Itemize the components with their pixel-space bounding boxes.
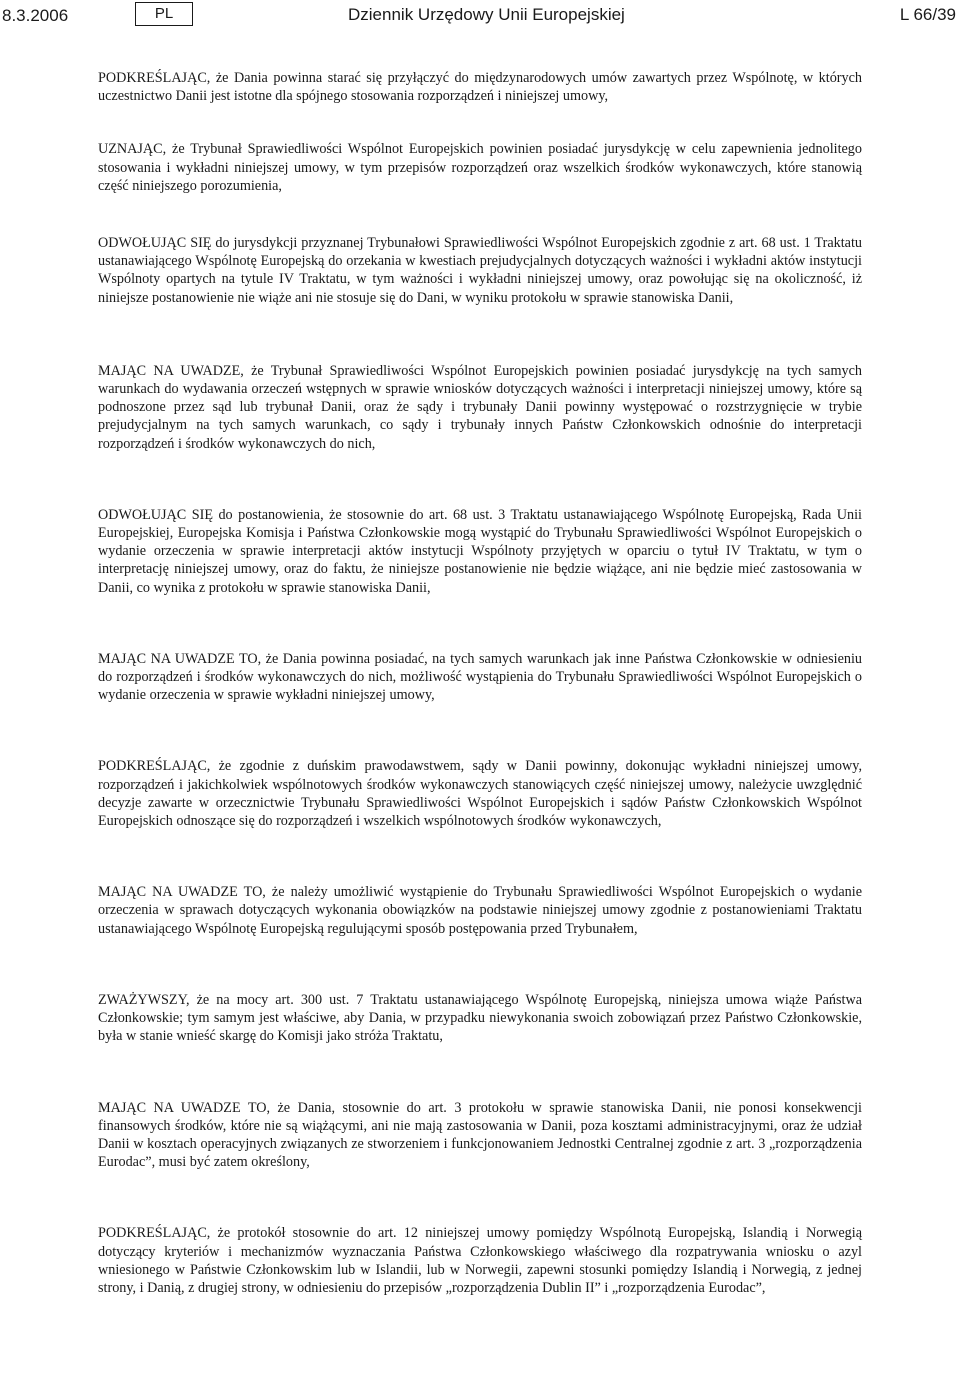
page-header: [0, 0, 960, 40]
recital-paragraph: PODKREŚLAJĄC, że zgodnie z duńskim prawodawstwem, sądy w Danii powinny, dokonując wykładni niniejszej umowy, rozporządzeń i jakichkolwiek wspólnotowych środków wykonawczych stanowiących część niniejszej umowy, należycie uwzględnić decyzje zawarte w orzecznictwie Trybunału Sprawiedliwości Wspólnot Europejskich i sądów Państw Członkowskich Wspólnot Europejskich odnoszące się do rozporządzeń i wszelkich wspólnotowych środków wykonawczych,: [98, 758, 862, 830]
recital-paragraph: UZNAJĄC, że Trybunał Sprawiedliwości Wspólnot Europejskich powinien posiadać jurysdykcję w celu zapewnienia jednolitego stosowania i wykładni niniejszej umowy, w tym przepisów rozporządzeń oraz wszelkich środków wykonawczych, które stanowią część niniejszego porozumienia,: [98, 141, 862, 194]
language-badge: PL: [135, 2, 193, 26]
recital-paragraph: PODKREŚLAJĄC, że Dania powinna starać się przyłączyć do międzynarodowych umów zawartych przez Wspólnotę, w których uczestnictwo Danii jest istotne dla spójnego stosowania rozporządzeń i niniejszej umowy,: [98, 70, 862, 105]
page-reference: L 66/39: [899, 5, 956, 24]
recital-paragraph: PODKREŚLAJĄC, że protokół stosownie do art. 12 niniejszej umowy pomiędzy Wspólnotą Europejską, Islandią i Norwegią dotyczący kryteriów i mechanizmów wyznaczania Państwa Członkowskiego właściwego dla rozpatrywania wniosku o azyl wniesionego w Państwie Członkowskim lub w Islandii, lub w Norwegii, zapewni stosunki pomiędzy Islandią i Norwegią, z jednej strony, i Danią, z drugiej strony, w odniesieniu do przepisów „rozporządzenia Dublin II” i „rozporządzenia Eurodac”,: [98, 1225, 862, 1296]
recital-paragraph: ODWOŁUJĄC SIĘ do postanowienia, że stosownie do art. 68 ust. 3 Traktatu ustanawiającego Wspólnotę Europejską, Rada Unii Europejskiej, Europejska Komisja i Państwa Członkowskie mogą wystąpić do Trybunału Sprawiedliwości Wspólnot Europejskich o wydanie orzeczenia w sprawie interpretacji aktów instytucji Wspólnoty przyjętych w oparciu o tytuł IV Traktatu, w tym o interpretację niniejszej umowy, oraz do faktu, że niniejsze postanowienie nie będzie wiążące, ani nie będzie mieć zastosowania w Danii, co wynika z protokołu w sprawie stanowiska Danii,: [98, 506, 862, 596]
publication-date: 8.3.2006: [2, 6, 69, 25]
journal-title: Dziennik Urzędowy Unii Europejskiej: [348, 5, 625, 24]
recital-paragraph: MAJĄC NA UWADZE TO, że Dania, stosownie do art. 3 protokołu w sprawie stanowiska Danii, nie ponosi konsekwencji finansowych środków, które nie są wiążącymi, ani nie mają zastosowania w Danii, poza kosztami administracyjnymi, oraz że udział Danii w kosztach operacyjnych związanych ze stworzeniem i funkcjonowaniem Jednostki Centralnej zgodnie z art. 3 „rozporządzenia Eurodac”, musi być zatem określony,: [98, 1099, 862, 1171]
document-body: [98, 69, 862, 1297]
recital-paragraph: MAJĄC NA UWADZE TO, że należy umożliwić wystąpienie do Trybunału Sprawiedliwości Wspólnot Europejskich o wydanie orzeczenia w sprawach dotyczących wykonania obowiązków na podstawie niniejszej umowy zgodnie z postanowieniami Traktatu ustanawiającego Wspólnotę Europejską regulującymi sposób postępowania przed Trybunałem,: [98, 884, 862, 937]
recital-paragraph: ZWAŻYWSZY, że na mocy art. 300 ust. 7 Traktatu ustanawiającego Wspólnotę Europejską, niniejsza umowa wiąże Państwa Członkowskie; tym samym jest właściwe, aby Dania, w przypadku niewykonania swoich zobowiązań przez Państwo Członkowskie, była w stanie wnieść skargę do Komisji jako stróża Traktatu,: [98, 991, 862, 1045]
recital-paragraph: MAJĄC NA UWADZE, że Trybunał Sprawiedliwości Wspólnot Europejskich powinien posiadać jurysdykcję na tych samych warunkach do wydawania orzeczeń wstępnych w sprawie wniosków dotyczących ważności i interpretacji niniejszej umowy, które są podnoszone przez sąd lub trybunał Danii, oraz że sądy i trybunały Danii powinny występować o rozstrzygnięcie w trybie prejudycjalnym na tych samych warunkach, co sądy i trybunały innych Państw Członkowskich odnośnie do interpretacji rozporządzeń i środków wykonawczych do nich,: [98, 362, 862, 452]
recital-paragraph: ODWOŁUJĄC SIĘ do jurysdykcji przyznanej Trybunałowi Sprawiedliwości Wspólnot Europejskich zgodnie z art. 68 ust. 1 Traktatu ustanawiającego Wspólnotę Europejską do orzekania w kwestiach prejudycjalnych dotyczących ważności i wykładni aktów instytucji Wspólnoty opartych na tytule IV Traktatu, w tym ważności i wykładni niniejszej umowy, oraz powołując się na okoliczność, iż niniejsze postanowienie nie wiąże ani nie stosuje się do Dani, w wyniku protokołu w sprawie stanowiska Danii,: [98, 235, 862, 306]
recital-paragraph: MAJĄC NA UWADZE TO, że Dania powinna posiadać, na tych samych warunkach jak inne Państwa Członkowskie w odniesieniu do rozporządzeń i środków wykonawczych do nich, możliwość wystąpienia do Trybunału Sprawiedliwości Wspólnot Europejskich o wydanie orzeczenia w sprawie wykładni niniejszej umowy,: [98, 650, 862, 704]
